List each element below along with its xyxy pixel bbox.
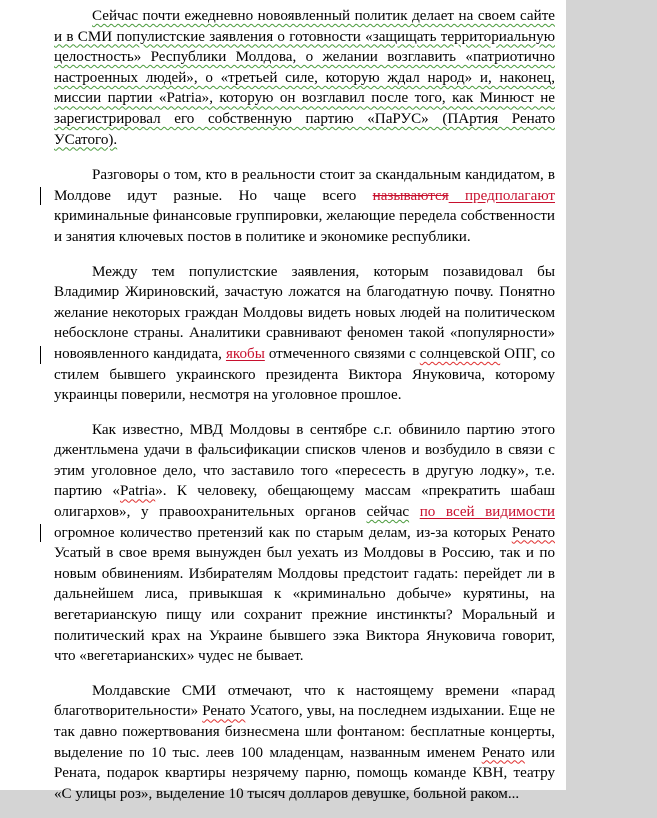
spelling-flagged-word[interactable]: Ренато <box>511 524 555 541</box>
paragraph-1[interactable] <box>54 6 555 150</box>
document-body[interactable] <box>54 6 555 818</box>
paragraph-3-text-end: ОПГ, со стилем бывшего украинского президента Виктора Януковича, которому украинцы поверили, несмотря на уголовное прошлое. <box>54 345 556 404</box>
paragraph-3-text-mid: отмеченного связями с <box>264 345 420 362</box>
markup-margin-area <box>566 0 657 790</box>
change-bar <box>40 187 41 205</box>
change-bar <box>40 346 41 364</box>
space <box>409 504 420 520</box>
paragraph-2-text-end: криминальные финансовые группировки, желающие передела собственности и занятия ключевых постов в политике и экономике республики. <box>54 208 555 245</box>
paragraph-5-text-end: или Рената, подарок квартиры незрячему парню, помощь команде КВН, театру «С улицы роз», выделение 10 тысяч долларов девушке, больной раком... <box>54 744 555 802</box>
paragraph-2[interactable] <box>54 165 555 247</box>
paragraph-1-text: Сейчас почти ежедневно новоявленный политик делает на своем сайте и в СМИ популистские заявления о готовности «защищать территориальную целостность» Республики Молдова, о желании возглавить «патриотично настроенных людей», о «третьей силе, которую ждал народ» и, наконец, миссии партии «Patria», которую он возглавил после того, как Минюст не зарегистрировал его собственную партию «ПаРУС» (ПАртия Ренато УСатого). <box>54 8 555 148</box>
spelling-flagged-word[interactable]: Patria <box>119 483 156 500</box>
tracked-insertion[interactable]: предполагают <box>448 187 555 204</box>
spelling-flagged-word[interactable]: солнцевской <box>419 345 501 362</box>
paragraph-4-text-3: огромное количество претензий как по старым делам, из-за которых <box>54 524 512 541</box>
paragraph-4-text-start: Как известно, МВД Молдовы в сентябре с.г. обвинило партию этого джентльмена удачи в фальсификации списков членов и возбудило в связи с этим уголовное дело, что заставило того «пересесть в другую лодку», т.е. партию « <box>54 421 555 500</box>
tracked-insertion[interactable]: по всей видимости <box>419 504 555 521</box>
paragraph-2-text-start: Разговоры о том, кто в реальности стоит за скандальным кандидатом, в Молдове идут разные. Но чаще всего <box>54 167 555 204</box>
paragraph-5-text-start: Молдавские СМИ отмечают, что к настоящему времени «парад благотворительности» <box>54 682 555 720</box>
tracked-insertion[interactable]: якобы <box>225 345 265 362</box>
paragraph-4-text-2: ». К человеку, обещающему массам «прекратить шабаш олигархов», у правоохранительных органов <box>54 483 555 521</box>
paragraph-4[interactable] <box>54 420 555 667</box>
tracked-deletion[interactable]: называются <box>372 187 449 204</box>
paragraph-3-text-start: Между тем популистские заявления, которым позавидовал бы Владимир Жириновский, зачастую ложатся на благодатную почву. Понятно желание некоторых граждан Молдовы видеть новых людей на политическом небосклоне страны. Аналитики сравнивают феномен такой «популярности» новоявленного кандидата, <box>54 263 555 362</box>
paragraph-5-text-mid: Усатого, увы, на последнем издыхании. Еще не так давно пожертвования бизнесмена шли фонтаном: бесплатные концерты, выделение по 10 тыс. леев 100 младенцам, названным именем <box>54 703 555 761</box>
paragraph-4-text-end: Усатый в свое время вынужден был уехать из Молдовы в Россию, так и по новым обвинениям. Избирателям Молдовы предстоит гадать: перейдет ли в дальнейшем лиса, привыкшая к «криминально добыче» курятины, на вегетарианскую пищу или сохранит прежние инстинкты? Моральный и политический крах на Украине бывшего зэка Виктора Януковича говорит, что «вегетарианских» чудес не бывает. <box>54 545 555 665</box>
paragraph-5[interactable] <box>54 681 555 805</box>
grammar-flagged-word[interactable]: сейчас <box>366 504 410 521</box>
spelling-flagged-word[interactable]: Ренато <box>202 703 246 720</box>
change-bar <box>40 524 41 542</box>
spelling-flagged-word[interactable]: Ренато <box>481 744 525 761</box>
paragraph-3[interactable] <box>54 262 555 406</box>
